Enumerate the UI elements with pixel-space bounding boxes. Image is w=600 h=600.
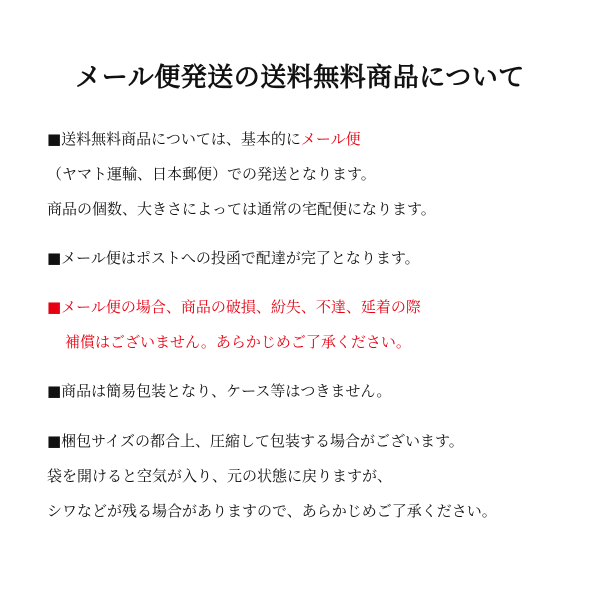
warning-line-2: 補償はございません。あらかじめご了承ください。 xyxy=(65,333,411,351)
compression-line-1: ■梱包サイズの都合上、圧縮して包装する場合がございます。 xyxy=(47,432,464,450)
intro-mail-service-highlight: メール便 xyxy=(300,130,361,148)
compression-line-3: シワなどが残る場合がありますので、あらかじめご了承ください。 xyxy=(47,502,497,520)
intro-line-1 xyxy=(47,128,361,150)
page-title: メール便発送の送料無料商品について xyxy=(75,63,525,93)
packaging-line-1: ■商品は簡易包装となり、ケース等はつきません。 xyxy=(47,382,392,400)
compression-line-2: 袋を開けると空気が入り、元の状態に戻りますが、 xyxy=(47,467,393,485)
delivery-line-1: ■メール便はポストへの投函で配達が完了となります。 xyxy=(47,249,420,267)
warning-line-1: ■メール便の場合、商品の破損、紛失、不達、延着の際 xyxy=(47,298,421,316)
intro-line-1-prefix: ■送料無料商品については、基本的に xyxy=(47,130,301,148)
intro-line-3: 商品の個数、大きさによっては通常の宅配便になります。 xyxy=(47,200,436,218)
intro-line-2: （ヤマト運輸、日本郵便）での発送となります。 xyxy=(47,165,376,183)
